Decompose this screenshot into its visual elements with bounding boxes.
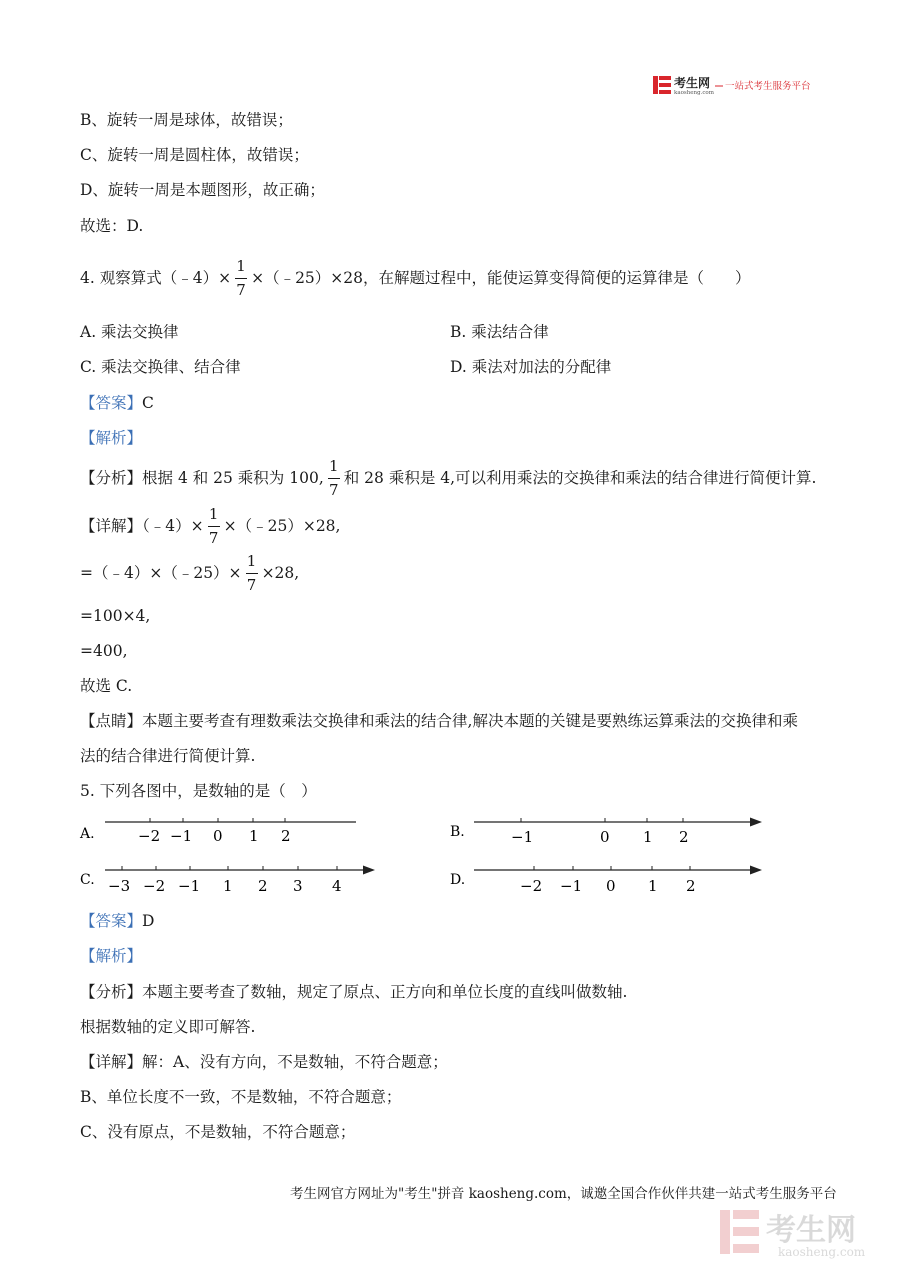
answer-tag: 【答案】 — [80, 912, 143, 930]
axis-b-tick: −1 — [511, 828, 534, 846]
axis-a-tick: 2 — [281, 827, 291, 845]
q5-answer — [80, 911, 154, 931]
axis-d-tick: 2 — [686, 877, 696, 895]
axis-c-tick: 3 — [293, 877, 303, 895]
logo-icon — [653, 76, 671, 94]
watermark-logo — [718, 1204, 888, 1260]
axis-a-tick: 0 — [213, 827, 223, 845]
line-b: B、旋转一周是球体，故错误； — [80, 111, 293, 129]
fenxi-tag: 【分析】 — [80, 983, 143, 1001]
line-conclusion: 故选：D. — [80, 217, 144, 235]
axis-a — [105, 818, 356, 845]
dianjing-tag: 【点睛】 — [80, 712, 143, 730]
q5-label-a: A. — [80, 826, 95, 842]
fenxi-post: 和 28 乘积是 4,可以利用乘法的交换律和乘法的结合律进行简便计算. — [343, 469, 817, 487]
watermark-text: 考生网 — [766, 1213, 856, 1248]
axis-d-tick: −1 — [560, 877, 583, 895]
q5-label-d: D. — [450, 872, 466, 888]
axis-c-tick: 4 — [332, 877, 342, 895]
q5-xiangjie: 【详解】解：A、没有方向，不是数轴，不符合题意； — [80, 1053, 448, 1071]
q4-dianjing: 【点睛】本题主要考查有理数乘法交换律和乘法的结合律,解决本题的关键是要熟练运算乘法的交换律和乘 — [80, 712, 798, 730]
step1-fraction: $\frac{1}{7}$ — [208, 505, 219, 547]
axis-b-tick: 1 — [643, 828, 653, 846]
answer-value: D — [142, 912, 155, 930]
footer-text: 考生网官方网址为"考生"拼音 kaosheng.com，诚邀全国合作伙伴共建一站式考生服务平台 — [290, 1186, 837, 1202]
axis-c-tick: 2 — [258, 877, 268, 895]
line-c: C、旋转一周是圆柱体，故错误； — [80, 146, 309, 164]
axis-d-tick: −2 — [520, 877, 543, 895]
q4-dianjing-cont: 法的结合律进行简便计算. — [80, 747, 256, 765]
q4-step2: =（﹣4）×（﹣25）× $\frac{1}{7}$ ×28, — [80, 552, 300, 594]
axis-c-tick: −1 — [178, 877, 201, 895]
q5-line-c: C、没有原点，不是数轴，不符合题意； — [80, 1123, 356, 1141]
q4-option-b: B. 乘法结合律 — [450, 323, 549, 341]
q4-step3: =100×4, — [80, 607, 151, 625]
q4-fraction — [233, 257, 249, 301]
q4-answer — [80, 393, 154, 413]
analysis-tag: 【解析】 — [80, 947, 143, 965]
q4-step4: =400, — [80, 642, 128, 660]
axis-b — [474, 818, 762, 847]
q5-analysis-heading — [80, 946, 142, 966]
xiangjie-tag: 【详解】 — [80, 1053, 143, 1071]
fenxi-pre: 根据 4 和 25 乘积为 100, — [142, 469, 324, 487]
q4-option-c: C. 乘法交换律、结合律 — [80, 358, 241, 376]
axis-d — [474, 866, 762, 896]
watermark-domain: kaosheng.com — [778, 1245, 866, 1259]
axis-a-tick: −1 — [170, 827, 193, 845]
axis-d-tick: 0 — [606, 877, 616, 895]
analysis-tag: 【解析】 — [80, 429, 143, 447]
q5-label-b: B. — [450, 824, 465, 840]
axis-b-tick: 2 — [679, 828, 689, 846]
axis-c-tick: −3 — [108, 877, 131, 895]
q4-stem-suffix: ×（﹣25）×28，在解题过程中，能使运算变得简便的运算律是（ ） — [251, 269, 751, 287]
q4-xiangjie-step1: 【详解】（﹣4）× $\frac{1}{7}$ ×（﹣25）×28, — [80, 505, 341, 547]
q4-stem-prefix: 4. 观察算式（﹣4）× — [80, 269, 232, 287]
header-logo — [653, 74, 823, 96]
answer-value: C — [142, 394, 154, 412]
q5-fenxi: 【分析】本题主要考查了数轴，规定了原点、正方向和单位长度的直线叫做数轴. — [80, 983, 628, 1001]
q4-option-d: D. 乘法对加法的分配律 — [450, 358, 612, 376]
fenxi-tag: 【分析】 — [80, 469, 143, 487]
q5-stem: 5. 下列各图中，是数轴的是（ ） — [80, 782, 317, 800]
logo-slogan: 一站式考生服务平台 — [725, 81, 811, 92]
axis-c-tick: −2 — [143, 877, 166, 895]
axis-a-tick: −2 — [138, 827, 161, 845]
logo-text: 考生网 — [674, 76, 711, 90]
q4-stem — [80, 256, 751, 301]
frac-num: 1 — [236, 257, 246, 275]
q5-number-lines — [0, 805, 900, 895]
axis-d-tick: 1 — [648, 877, 658, 895]
q5-label-c: C. — [80, 872, 95, 888]
axis-c — [105, 866, 375, 896]
logo-domain: kaosheng.com — [674, 90, 714, 96]
q4-analysis-heading — [80, 428, 142, 448]
answer-tag: 【答案】 — [80, 394, 143, 412]
q4-fenxi — [80, 456, 816, 501]
frac-den: 7 — [236, 281, 246, 299]
q5-fenxi-cont: 根据数轴的定义即可解答. — [80, 1018, 256, 1036]
step2-fraction: $\frac{1}{7}$ — [246, 552, 257, 594]
fenxi-fraction: $\frac{1}{7}$ — [328, 457, 339, 499]
q4-conclusion: 故选 C. — [80, 677, 133, 695]
line-d: D、旋转一周是本题图形，故正确； — [80, 181, 325, 199]
xiangjie-tag: 【详解】 — [80, 517, 143, 535]
axis-a-tick: 1 — [249, 827, 259, 845]
axis-c-tick: 1 — [223, 877, 233, 895]
axis-b-tick: 0 — [600, 828, 610, 846]
q4-option-a: A. 乘法交换律 — [80, 323, 179, 341]
watermark-icon — [720, 1210, 759, 1254]
q5-line-b: B、单位长度不一致，不是数轴，不符合题意； — [80, 1088, 402, 1106]
